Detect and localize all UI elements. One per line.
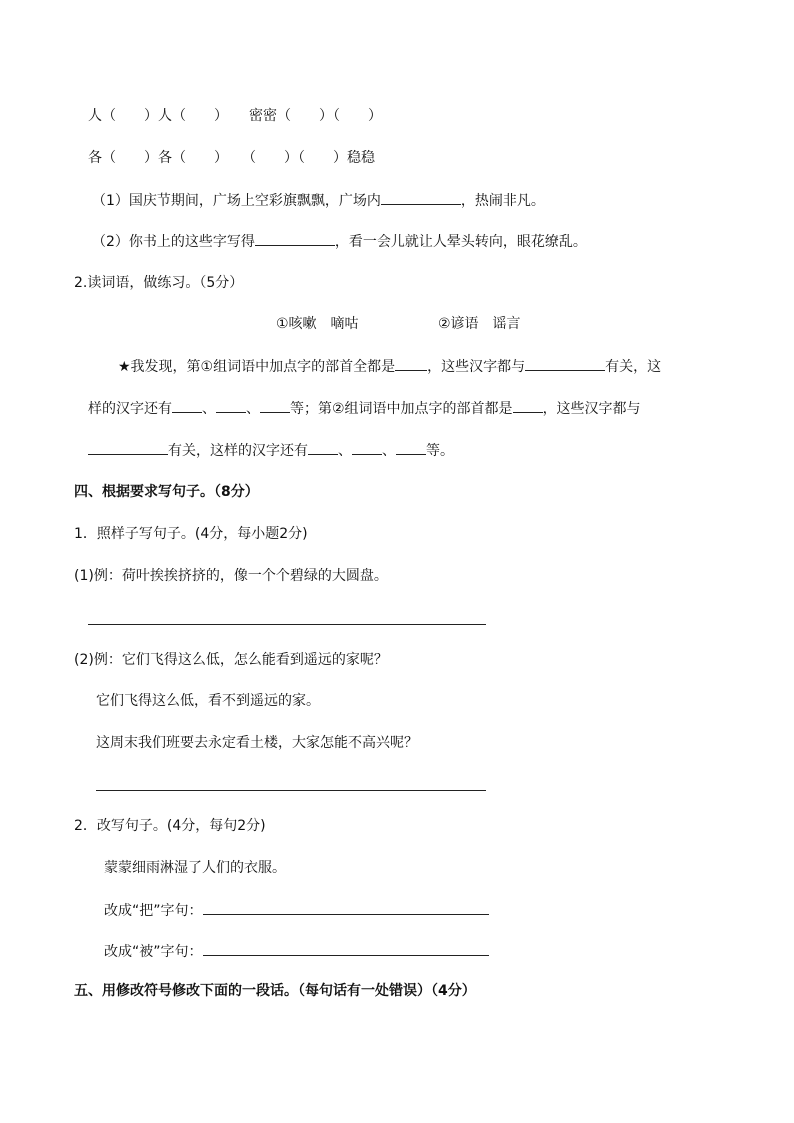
answer-blank[interactable]: [525, 356, 605, 371]
discovery-text: 有关，这: [605, 359, 662, 375]
example-1: (1)例：荷叶挨挨挤挤的，像一个个碧绿的大圆盘。: [74, 568, 388, 584]
ba-sentence-label: 改成“把”字句：: [104, 903, 203, 919]
example-2-model: 它们飞得这么低，看不到遥远的家。: [96, 693, 320, 709]
discovery-text: ，这些汉字都与: [542, 401, 641, 417]
separator: 、: [338, 443, 352, 459]
answer-blank[interactable]: [352, 440, 382, 455]
discovery-text: 样的汉字还有: [88, 401, 172, 417]
section-4-sub-2: 2．改写句子。(4分，每句2分): [74, 818, 266, 834]
discovery-text: 有关，这样的汉字还有: [168, 443, 308, 459]
answer-blank[interactable]: [203, 900, 489, 915]
answer-line[interactable]: [88, 624, 486, 625]
rewrite-source: 蒙蒙细雨淋湿了人们的衣服。: [104, 860, 286, 876]
discovery-line-1: [118, 356, 661, 377]
answer-line[interactable]: [96, 790, 486, 791]
answer-blank[interactable]: [203, 941, 489, 956]
answer-blank[interactable]: [88, 440, 168, 455]
discovery-text: 等。: [426, 443, 454, 459]
answer-blank[interactable]: [255, 231, 335, 246]
answer-blank[interactable]: [513, 398, 543, 413]
discovery-text: 等；第②组词语中加点字的部首都是: [290, 401, 513, 417]
answer-blank[interactable]: [308, 440, 338, 455]
answer-blank[interactable]: [260, 398, 290, 413]
discovery-text: ，这些汉字都与: [427, 359, 526, 375]
fill-words-row-2: 各（ ）各（ ） （ ）（ ）稳稳: [88, 150, 375, 166]
answer-blank[interactable]: [216, 398, 246, 413]
separator: 、: [246, 401, 260, 417]
discovery-line-2: [88, 398, 641, 419]
discovery-line-3: [88, 440, 454, 461]
section-4-sub-1: 1．照样子写句子。(4分，每小题2分): [74, 526, 308, 542]
sentence-2: [92, 231, 587, 252]
answer-blank[interactable]: [381, 190, 461, 205]
answer-blank[interactable]: [172, 398, 202, 413]
discovery-text: ★我发现，第①组词语中加点字的部首全都是: [118, 359, 396, 375]
sentence-2-start: （2）你书上的这些字写得: [92, 234, 255, 250]
sentence-1: [92, 190, 545, 211]
section-5-heading: 五、用修改符号修改下面的一段话。（每句话有一处错误）（4分）: [74, 983, 476, 999]
bei-sentence-label: 改成“被”字句：: [104, 944, 203, 960]
example-2-task: 这周末我们班要去永定看土楼，大家怎能不高兴呢？: [96, 735, 418, 751]
answer-blank[interactable]: [395, 356, 427, 371]
separator: 、: [382, 443, 396, 459]
question-2-heading: 2.读词语，做练习。（5分）: [74, 275, 244, 291]
sentence-2-end: ，看一会儿就让人晕头转向，眼花缭乱。: [334, 234, 587, 250]
ba-sentence-row: [104, 900, 489, 921]
word-group-1: ①咳嗽 嘀咕: [276, 316, 359, 332]
sentence-1-end: ，热闹非凡。: [460, 193, 545, 209]
sentence-1-start: （1）国庆节期间，广场上空彩旗飘飘，广场内: [92, 193, 381, 209]
example-2: (2)例：它们飞得这么低，怎么能看到遥远的家呢？: [74, 652, 388, 668]
fill-words-row-1: 人（ ）人（ ） 密密（ ）（ ）: [88, 108, 382, 124]
bei-sentence-row: [104, 941, 489, 962]
answer-blank[interactable]: [396, 440, 426, 455]
word-group-2: ②谚语 谣言: [438, 316, 521, 332]
separator: 、: [202, 401, 216, 417]
section-4-heading: 四、根据要求写句子。（8分）: [74, 484, 259, 500]
